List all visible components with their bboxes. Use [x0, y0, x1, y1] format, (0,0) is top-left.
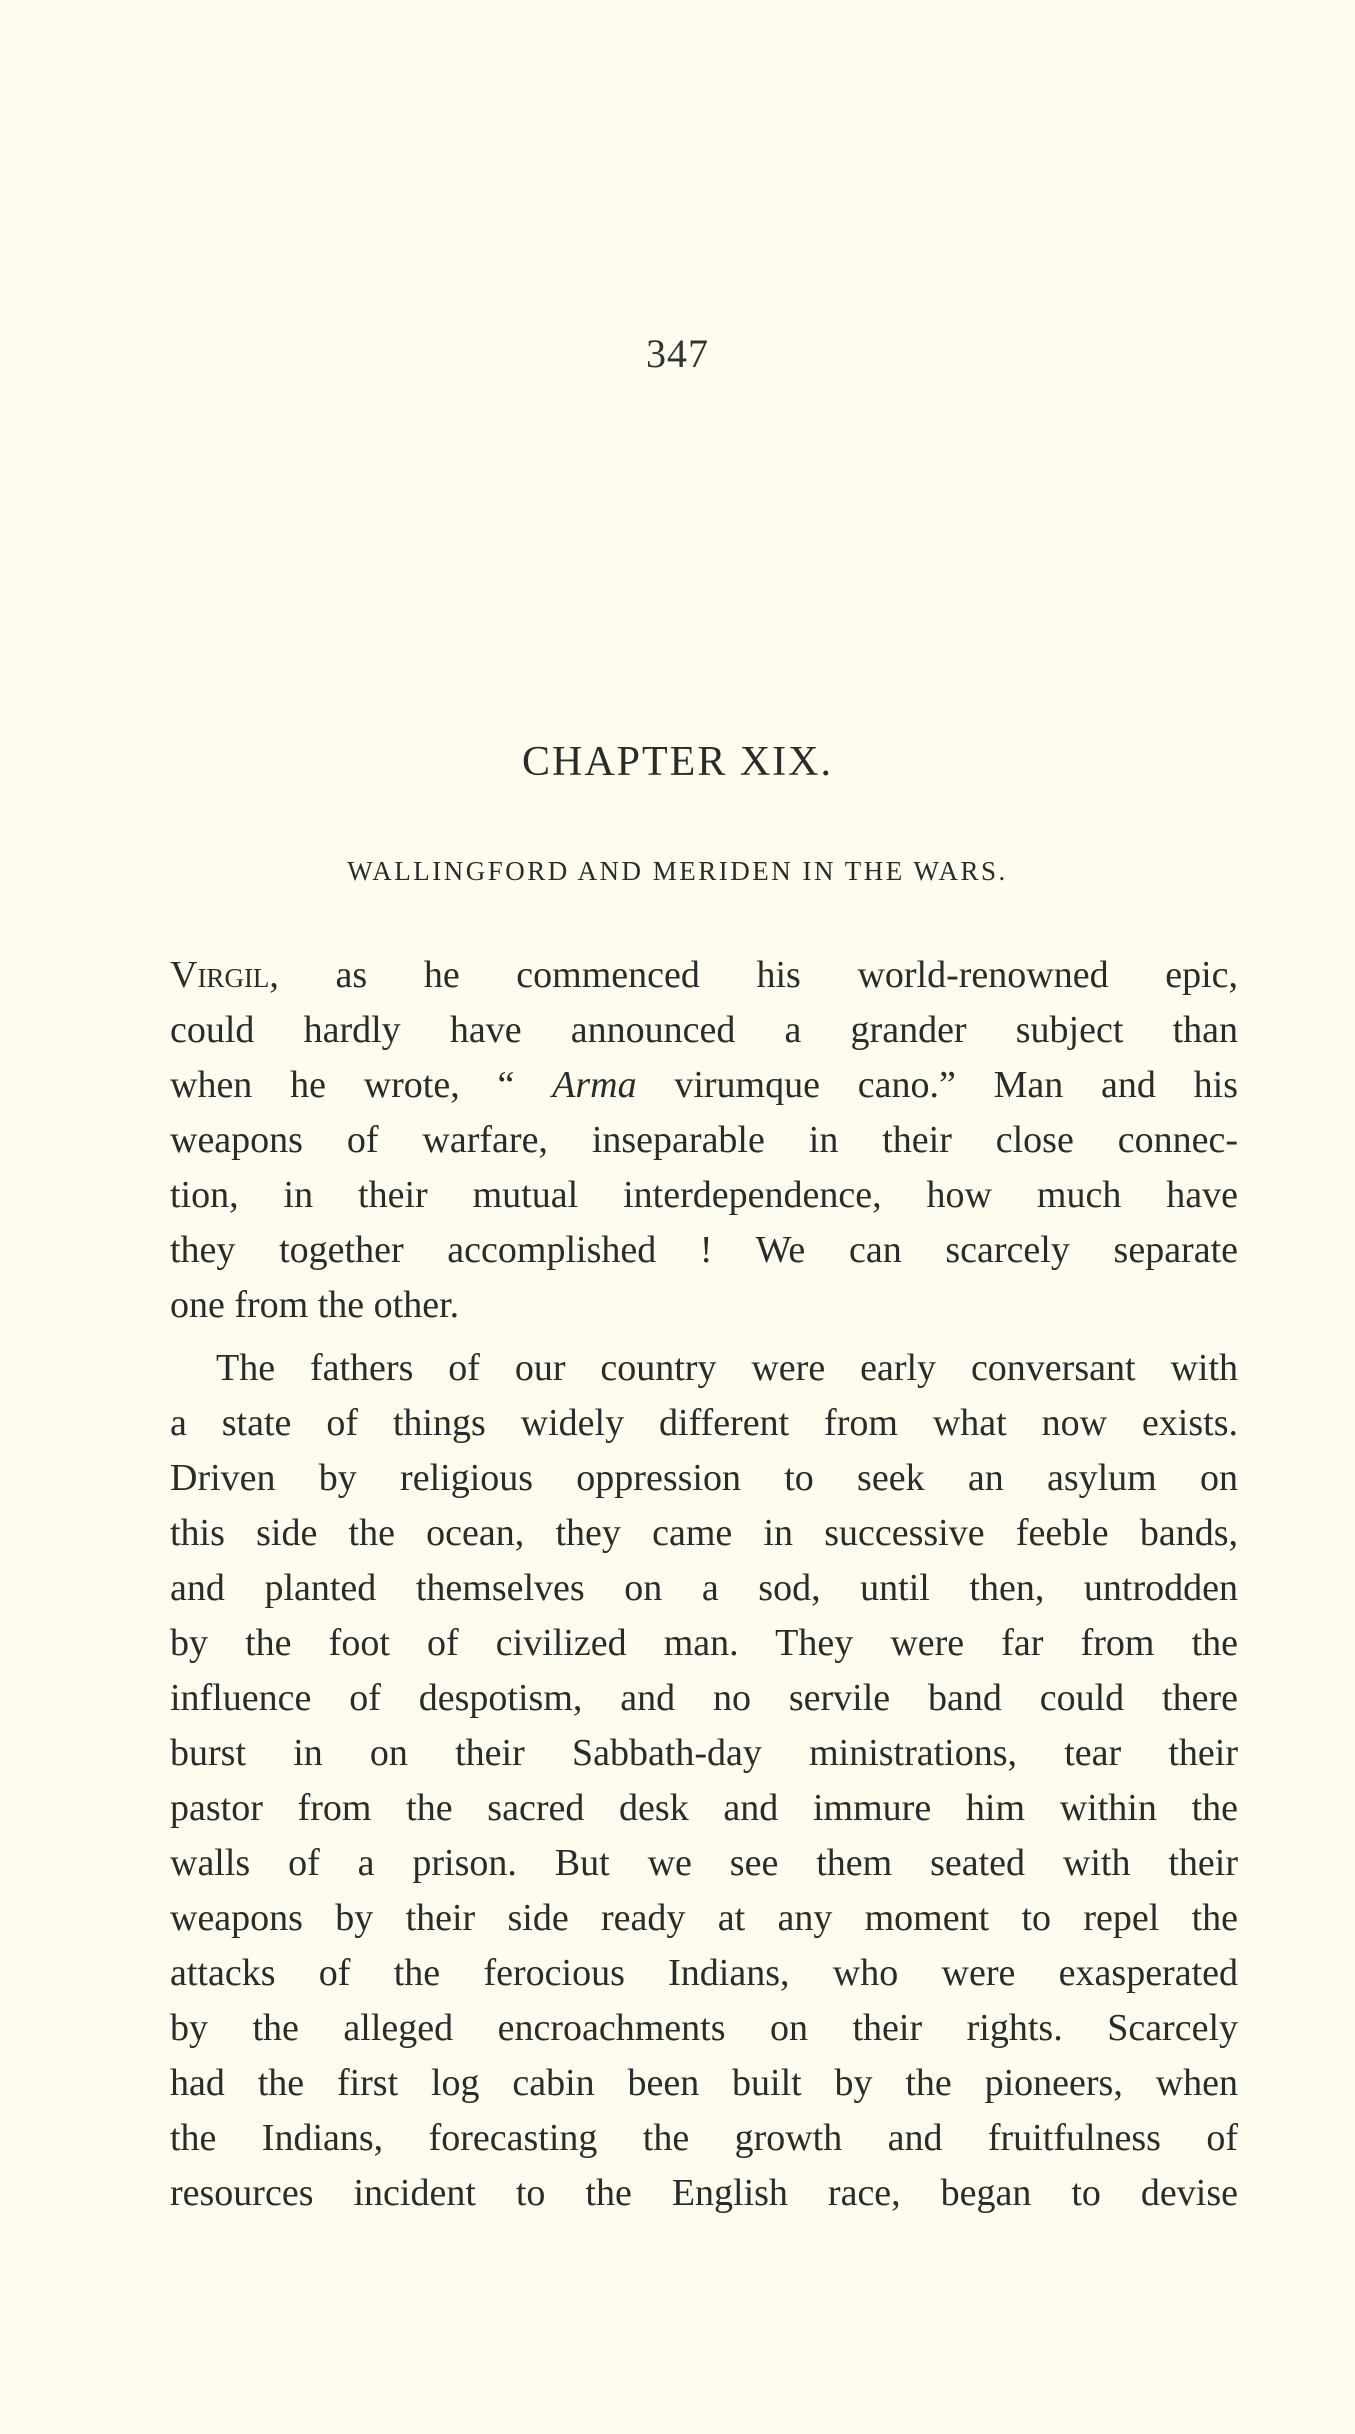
text-span: as he commenced his world-renowned epic, [278, 954, 1238, 996]
page-number: 347 [646, 331, 709, 376]
italic-word: Arma [552, 1064, 637, 1106]
chapter-title: CHAPTER XIX. [521, 739, 833, 785]
text-line: attacks of the ferocious Indians, who were exasperated [170, 1952, 1238, 1994]
text-line: walls of a prison. But we see them seated with their [170, 1842, 1238, 1884]
drop-word: Virgil, [170, 954, 279, 996]
paragraph-1 [170, 948, 1238, 1333]
text-line: one from the other. [170, 1284, 460, 1326]
text-line [170, 948, 1238, 1003]
text-line: weapons of warfare, inseparable in their close connec- [170, 1119, 1238, 1161]
text-line: by the alleged encroachments on their rights. Scarcely [170, 2007, 1238, 2049]
text-line: had the first log cabin been built by the pioneers, when [170, 2062, 1238, 2104]
paragraph-2 [170, 1341, 1238, 2221]
text-line: tion, in their mutual interdependence, how much have [170, 1174, 1238, 1216]
text-span: virumque cano.” Man and his [636, 1064, 1238, 1106]
text-line: The fathers of our country were early conversant with [216, 1347, 1238, 1389]
text-line [170, 1058, 1238, 1113]
chapter-body [170, 948, 1238, 2221]
text-line: burst in on their Sabbath-day ministrations, tear their [170, 1732, 1238, 1774]
text-line: pastor from the sacred desk and immure him within the [170, 1787, 1238, 1829]
text-line: influence of despotism, and no servile band could there [170, 1677, 1238, 1719]
text-line: weapons by their side ready at any moment to repel the [170, 1897, 1238, 1939]
text-line: resources incident to the English race, began to devise [170, 2172, 1238, 2214]
text-line: Driven by religious oppression to seek an asylum on [170, 1457, 1238, 1499]
chapter-subtitle: WALLINGFORD AND MERIDEN IN THE WARS. [347, 856, 1008, 886]
text-span: when he wrote, “ [170, 1064, 553, 1106]
text-line: this side the ocean, they came in successive feeble bands, [170, 1512, 1238, 1554]
text-line: by the foot of civilized man. They were far from the [170, 1622, 1238, 1664]
text-line: and planted themselves on a sod, until then, untrodden [170, 1567, 1238, 1609]
text-line: a state of things widely different from what now exists. [170, 1402, 1238, 1444]
paragraph-gap [170, 1333, 1238, 1341]
text-line: could hardly have announced a grander subject than [170, 1009, 1238, 1051]
text-line: they together accomplished ! We can scarcely separate [170, 1229, 1238, 1271]
text-line: the Indians, forecasting the growth and fruitfulness of [170, 2117, 1238, 2159]
